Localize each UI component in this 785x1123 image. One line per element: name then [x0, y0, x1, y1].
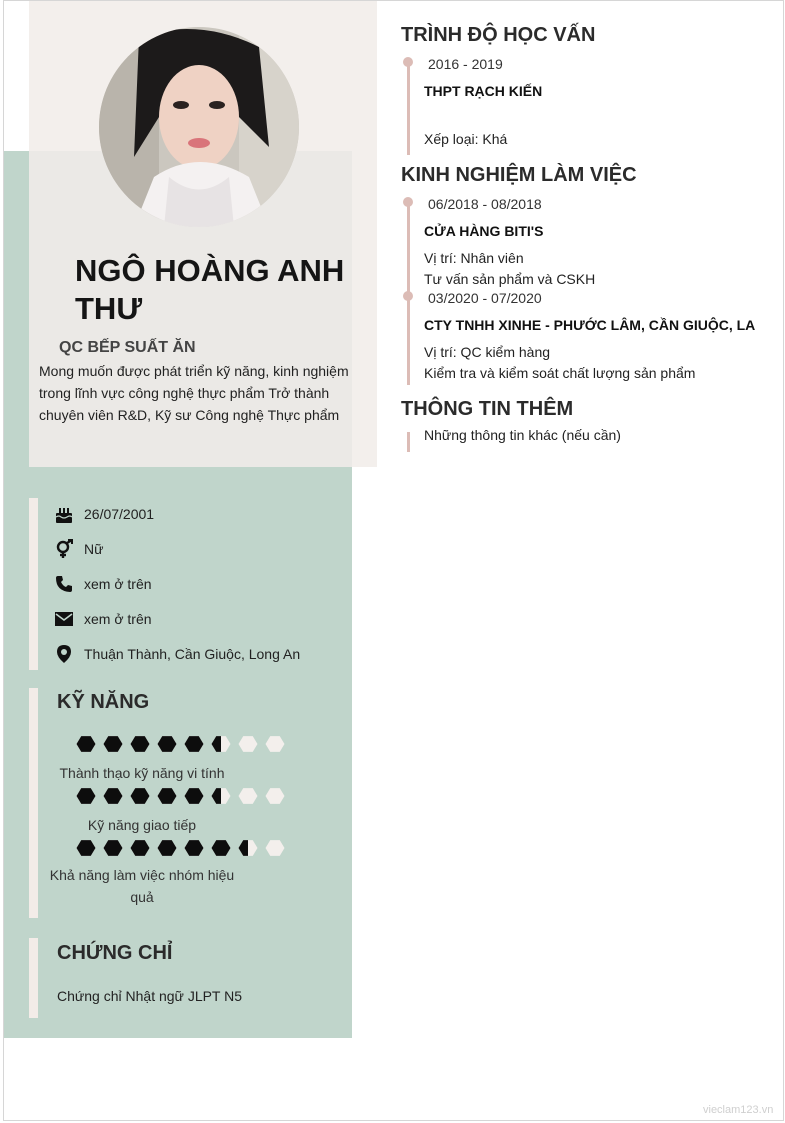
certificates-title: CHỨNG CHỈ — [57, 942, 173, 964]
certificates-accent-bar — [29, 938, 38, 1018]
skill-hexagon — [77, 736, 96, 752]
skill-hexagon — [239, 736, 258, 752]
skill-label-1: Thành thạo kỹ năng vi tính — [59, 765, 225, 781]
skill-label-3: Khả năng làm việc nhóm hiệu quả — [49, 867, 235, 905]
skill-hexagon — [185, 840, 204, 856]
phone-value: xem ở trên — [84, 576, 152, 592]
skill-rating-3 — [76, 839, 291, 857]
skill-hexagon — [131, 736, 150, 752]
education-title: TRÌNH ĐỘ HỌC VẤN — [401, 24, 596, 46]
skills-title: KỸ NĂNG — [57, 691, 150, 713]
timeline-dot — [403, 197, 413, 207]
certificate-item: Chứng chỉ Nhật ngữ JLPT N5 — [57, 988, 243, 1004]
birthday-value: 26/07/2001 — [84, 506, 155, 522]
company-name-2: CTY TNHH XINHE - PHƯỚC LÂM, CẦN GIUỘC, LA — [424, 317, 756, 333]
email-value: xem ở trên — [84, 611, 152, 627]
additional-info-text: Những thông tin khác (nếu cần) — [424, 427, 621, 443]
job-description-2: Kiểm tra và kiểm soát chất lượng sản phẩm — [424, 365, 696, 381]
skill-hexagon — [131, 788, 150, 804]
skill-hexagon — [131, 840, 150, 856]
location-pin-icon — [54, 642, 74, 666]
experience-period-1: 06/2018 - 08/2018 — [428, 196, 542, 212]
address-value: Thuận Thành, Cần Giuộc, Long An — [84, 646, 301, 662]
timeline-dot — [403, 57, 413, 67]
job-description-1: Tư vấn sản phẩm và CSKH — [424, 271, 596, 287]
skills-accent-bar — [29, 688, 38, 918]
career-objective: Mong muốn được phát triển kỹ năng, kinh nghiệm trong lĩnh vực công nghệ thực phẩm Trở thành chuyên viên R&D, Kỹ sư Công nghệ Thực phẩm — [39, 363, 349, 423]
skill-label-2: Kỹ năng giao tiếp — [87, 817, 197, 833]
skill-hexagon — [158, 840, 177, 856]
skill-hexagon — [239, 788, 258, 804]
job-title: QC BẾP SUẤT ĂN — [59, 339, 196, 356]
skill-hexagon — [77, 788, 96, 804]
gender-value: Nữ — [84, 541, 104, 557]
skill-hexagon — [266, 788, 285, 804]
email-icon — [54, 607, 74, 631]
skill-hexagon — [104, 788, 123, 804]
skill-rating-2 — [76, 787, 291, 805]
skill-hexagon — [212, 788, 231, 804]
company-name-1: CỬA HÀNG BITI'S — [424, 223, 544, 239]
skill-rating-1 — [76, 735, 291, 753]
avatar — [99, 27, 299, 227]
position-2: Vị trí: QC kiểm hàng — [424, 344, 551, 360]
skill-hexagon — [158, 788, 177, 804]
gender-icon — [54, 537, 74, 561]
experience-period-2: 03/2020 - 07/2020 — [428, 290, 542, 306]
education-detail: Xếp loại: Khá — [424, 131, 508, 147]
skill-hexagon — [185, 736, 204, 752]
experience-title: KINH NGHIỆM LÀM VIỆC — [401, 164, 637, 186]
education-period: 2016 - 2019 — [428, 56, 503, 72]
timeline-dot — [403, 291, 413, 301]
skill-hexagon — [266, 736, 285, 752]
skill-hexagon — [158, 736, 177, 752]
education-timeline — [407, 60, 410, 155]
contact-accent-bar — [29, 498, 38, 670]
skill-hexagon — [212, 840, 231, 856]
skill-hexagon — [104, 840, 123, 856]
skill-hexagon — [266, 840, 285, 856]
additional-timeline — [407, 432, 410, 452]
skill-hexagon — [104, 736, 123, 752]
candidate-name: NGÔ HOÀNG ANH THƯ — [75, 253, 345, 326]
skill-hexagon — [239, 840, 258, 856]
skill-hexagon — [77, 840, 96, 856]
position-1: Vị trí: Nhân viên — [424, 250, 524, 266]
phone-icon — [54, 572, 74, 596]
skill-hexagon — [185, 788, 204, 804]
school-name: THPT RẠCH KIẾN — [424, 83, 543, 99]
birthday-cake-icon — [54, 502, 74, 526]
watermark: vieclam123.vn — [703, 1104, 774, 1116]
skill-hexagon — [212, 736, 231, 752]
additional-info-title: THÔNG TIN THÊM — [401, 398, 574, 420]
